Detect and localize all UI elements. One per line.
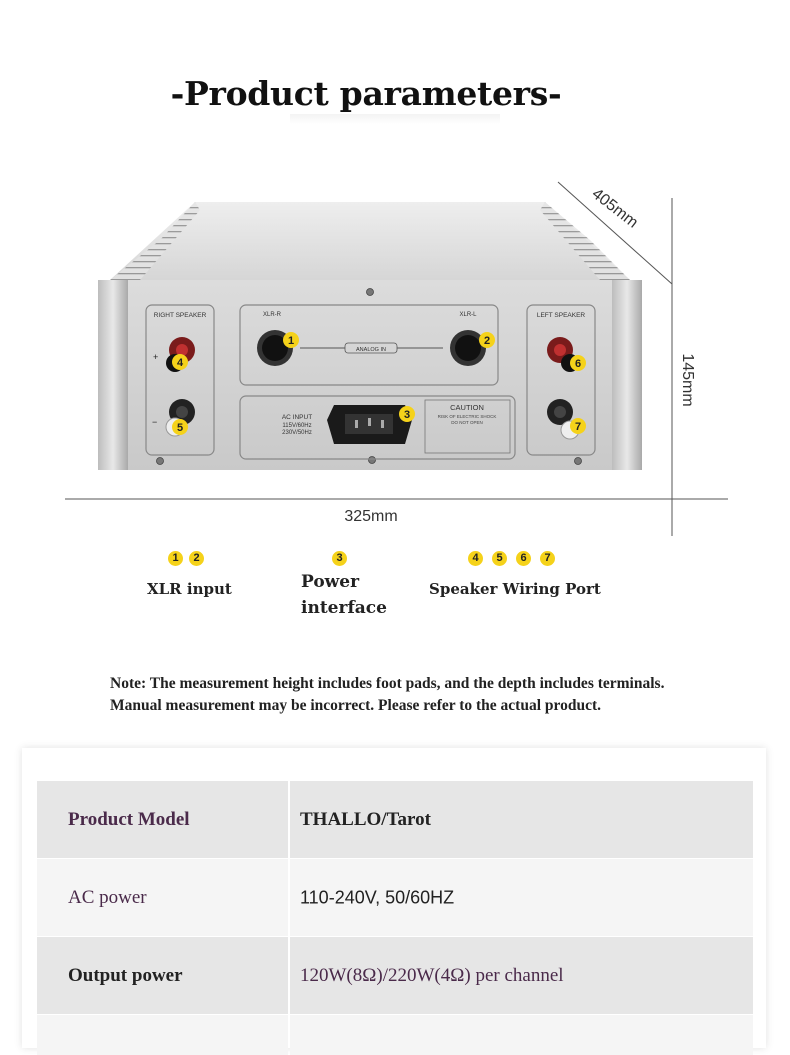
callout-5-text: 5 [176,422,184,434]
spec-value-cell [290,781,753,858]
legend-power-badges [332,548,353,566]
callout-2-text: 2 [483,335,491,347]
title-underline-shadow [290,114,500,124]
spec-label: Output power [68,964,183,986]
spec-label-cell [37,781,288,858]
spec-value: 120W(8Ω)/220W(4Ω) per channel [300,964,564,986]
legend-power-label-2: interface [301,598,387,618]
callout-7-text: 7 [574,421,582,433]
caution-label: CAUTION [450,403,484,412]
right-speaker-label: RIGHT SPEAKER [153,312,207,319]
spec-label: Product Model [68,808,190,830]
legend-power-label-1: Power [301,572,360,592]
ac-voltage-2: 230V/50Hz [282,430,312,436]
height-dimension-text: 145mm [679,353,696,407]
callout-4-text: 4 [176,357,184,369]
spec-value-cell [290,859,753,936]
analog-in-label: ANALOG IN [356,347,386,353]
ac-input-label: AC INPUT [281,414,313,421]
caution-line-1: RISK OF ELECTRIC SHOCK [437,414,497,419]
measurement-note: Note: The measurement height includes foot pads, and the depth includes terminals. Manual measurement may be incorrect. Please refer to the actual product. [110,675,665,714]
legend-speaker-badges [468,548,561,566]
spec-table-card [22,748,766,1048]
xlr-l-label: XLR-L [459,312,477,318]
plus-sign-right: + [153,352,159,362]
spec-value-cell [290,937,753,1014]
legend-xlr-badges [168,548,210,566]
spec-value: 110-240V, 50/60HZ [300,887,455,907]
callout-3-text: 3 [403,409,411,421]
legend-badge-5: 5 [492,551,507,566]
spec-row [37,859,753,936]
spec-label-cell [37,937,288,1014]
legend-badge-6: 6 [516,551,531,566]
spec-label-cell [37,859,288,936]
spec-value: THALLO/Tarot [300,808,431,830]
legend-badge-7: 7 [540,551,555,566]
legend-speaker-label: Speaker Wiring Port [429,580,601,598]
spec-row [37,1015,753,1055]
amplifier-rear-panel-illustration [0,150,790,540]
legend-xlr-input-label: XLR input [147,580,232,598]
depth-dimension-text: 405mm [588,185,642,232]
caution-line-2: DO NOT OPEN [451,420,483,425]
spec-label: AC power [68,886,147,908]
callout-1-text: 1 [287,335,295,347]
spec-row [37,781,753,858]
legend-badge-3: 3 [332,551,347,566]
left-speaker-label: LEFT SPEAKER [536,312,586,319]
legend-badge-4: 4 [468,551,483,566]
minus-sign-right: − [152,417,158,427]
spec-row [37,937,753,1014]
callout-6-text: 6 [574,358,582,370]
width-dimension-text: 325mm [344,508,398,525]
legend-badge-2: 2 [189,551,204,566]
ac-voltage-1: 115V/60Hz [282,423,312,429]
legend-badge-1: 1 [168,551,183,566]
page-title: -Product parameters- [170,74,562,113]
xlr-r-label: XLR-R [262,312,282,318]
